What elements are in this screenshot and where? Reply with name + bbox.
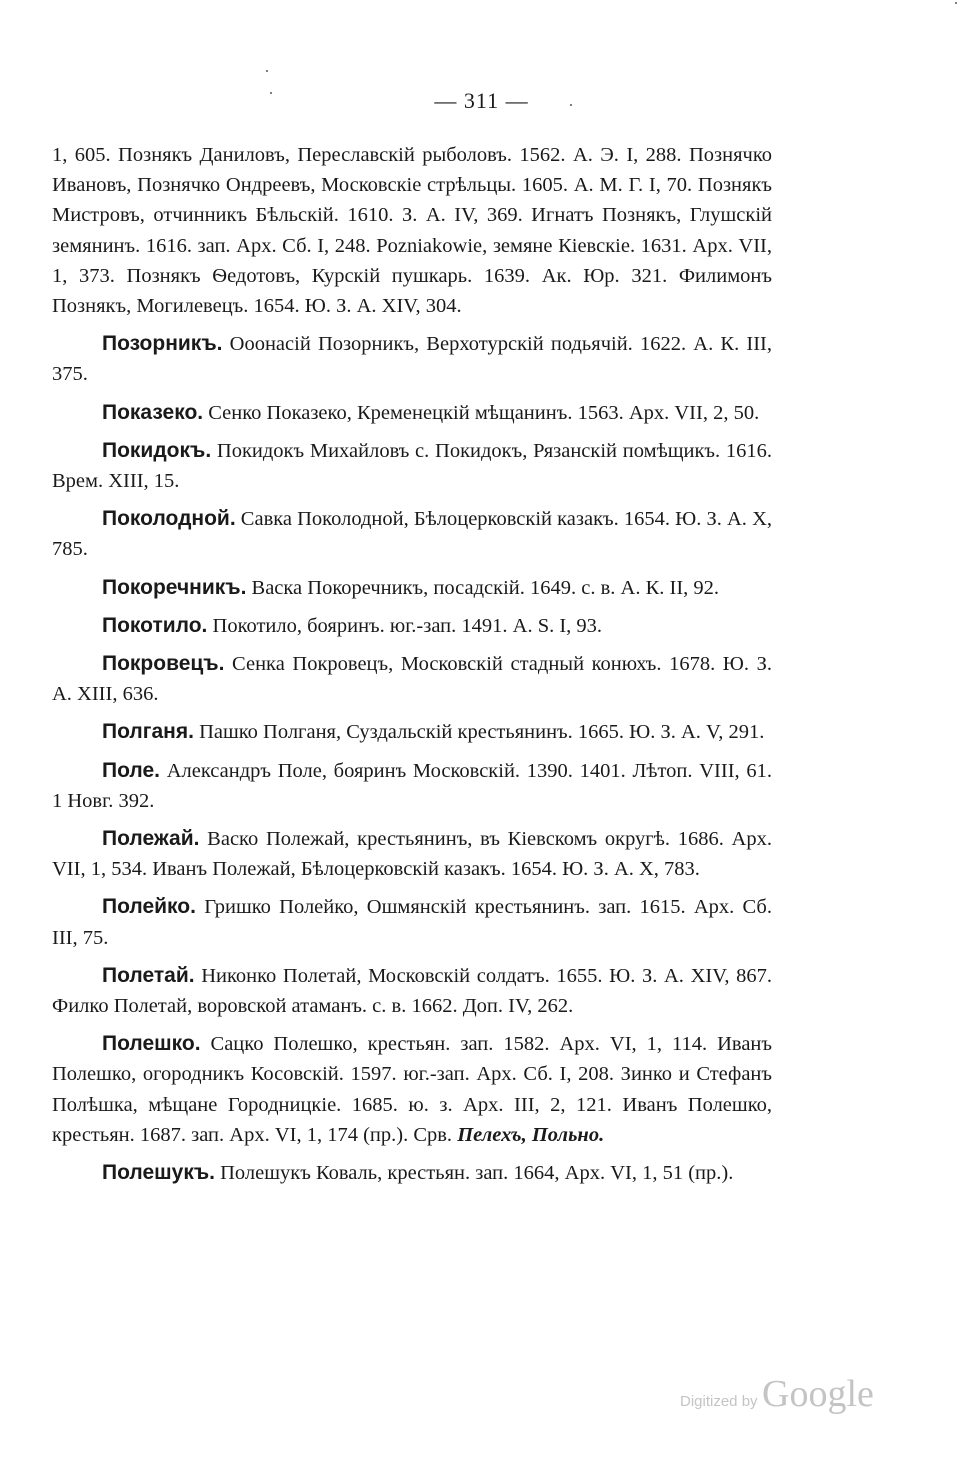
- entry-body: Ооонасій Позорникъ, Верхотурскій подьячій. 1622. А. К. III, 375.: [52, 333, 772, 386]
- entry-headword: Полешко.: [102, 1032, 201, 1056]
- entry-continuation: [52, 140, 772, 321]
- entry: [52, 824, 772, 884]
- entry-body: Сенко Показеко, Кременецкій мѣщанинъ. 1563. Арх. VII, 2, 50.: [203, 401, 760, 424]
- entry-headword: Позорникъ.: [102, 332, 223, 356]
- entry-headword: Полетай.: [102, 963, 195, 987]
- entry-headword: Полейко.: [102, 895, 196, 919]
- entry: [52, 398, 772, 428]
- entry-headword: Покотило.: [102, 613, 208, 637]
- entry: [52, 573, 772, 603]
- print-speck: [266, 70, 268, 72]
- dictionary-text: [52, 140, 772, 1196]
- entry-body: Васка Покоречникъ, посадскій. 1649. с. в. А. К. II, 92.: [246, 576, 720, 599]
- google-logo: Google: [762, 1373, 874, 1415]
- entry: [52, 961, 772, 1021]
- entry-body: Гришко Полейко, Ошмянскій крестьянинъ. зап. 1615. Арх. Сб. III, 75.: [52, 896, 772, 949]
- entry-headword: Полежай.: [102, 827, 200, 851]
- entry-body: Сенка Покровецъ, Московскій стадный конюхъ. 1678. Ю. З. А. XIII, 636.: [52, 653, 772, 706]
- entry-body: Сацко Полешко, крестьян. зап. 1582. Арх. VI, 1, 114. Иванъ Полешко, огородникъ Косовскій. 1597. юг.-зап. Арх. Сб. I, 208. Зинко и Стефанъ Полѣшка, мѣщане Городницкіе. 1685. ю. з. Арх. III, 2, 121. Иванъ Полешко, крестьян. 1687. зап. Арх. VI, 1, 174 (пр.). Срв.: [52, 1033, 772, 1146]
- entry-body: 1, 605. Познякъ Даниловъ, Переславскій рыболовъ. 1562. А. Э. I, 288. Познячко Ивановъ, Познячко Ондреевъ, Московскіе стрѣльцы. 1605. А. М. Г. I, 70. Познякъ Мистровъ, отчинникъ Бѣльскій. 1610. З. А. IV, 369. Игнатъ Познякъ, Глушскій земянинъ. 1616. зап. Арх. Сб. I, 248. Pozniakowie, земяне Кіевскіе. 1631. Арх. VII, 1, 373. Познякъ Ѳедотовъ, Курскій пушкарь. 1639. Ак. Юр. 321. Филимонъ Познякъ, Могилевецъ. 1654. Ю. З. А. XIV, 304.: [52, 144, 772, 318]
- entry-headword: Покоречникъ.: [102, 575, 247, 599]
- entry: [52, 436, 772, 496]
- entry: [52, 649, 772, 709]
- entry-headword: Покровецъ.: [102, 652, 225, 676]
- entry-headword: Поколодной.: [102, 507, 236, 531]
- entry-body: Пашко Полганя, Суздальскій крестьянинъ. 1665. Ю. З. А. V, 291.: [193, 721, 765, 744]
- entry: [52, 611, 772, 641]
- entry: [52, 892, 772, 952]
- entry-body: Александръ Поле, бояринъ Московскій. 1390. 1401. Лѣтоп. VIII, 61. 1 Новг. 392.: [52, 759, 772, 812]
- watermark-prefix: Digitized by: [680, 1393, 758, 1410]
- entry-headword: Покидокъ.: [102, 438, 212, 462]
- entry: [52, 1029, 772, 1150]
- entry-body: Покотило, бояринъ. юг.-зап. 1491. A. S. I, 93.: [207, 614, 603, 637]
- print-speck: [955, 2, 957, 4]
- entry-headword: Полганя.: [102, 720, 194, 744]
- cross-reference: Пелехъ, Польно.: [457, 1123, 605, 1146]
- entry: [52, 756, 772, 816]
- entry-headword: Поле.: [102, 758, 160, 782]
- entry-body: Никонко Полетай, Московскій солдатъ. 1655. Ю. З. А. XIV, 867. Филко Полетай, воровской атаманъ. с. в. 1662. Доп. IV, 262.: [52, 964, 772, 1018]
- entry-body: Полешукъ Коваль, крестьян. зап. 1664, Арх. VI, 1, 51 (пр.).: [214, 1162, 734, 1185]
- entry: [52, 329, 772, 389]
- entry: [52, 504, 772, 564]
- entry-headword: Показеко.: [102, 400, 204, 424]
- entry-body: Покидокъ Михайловъ с. Покидокъ, Рязанскій помѣщикъ. 1616. Врем. XIII, 15.: [52, 439, 772, 493]
- entry-body: Васко Полежай, крестьянинъ, въ Кіевскомъ округѣ. 1686. Арх. VII, 1, 534. Иванъ Полежай, Бѣлоцерковскій казакъ. 1654. Ю. З. А. X, 783.: [52, 828, 772, 881]
- digitized-watermark: [680, 1372, 874, 1416]
- page-number: — 311 —: [434, 88, 529, 113]
- entry-headword: Полешукъ.: [102, 1161, 215, 1185]
- entry: [52, 717, 772, 747]
- entry: [52, 1158, 772, 1188]
- entry-body: Савка Поколодной, Бѣлоцерковскій казакъ. 1654. Ю. З. А. X, 785.: [52, 508, 772, 561]
